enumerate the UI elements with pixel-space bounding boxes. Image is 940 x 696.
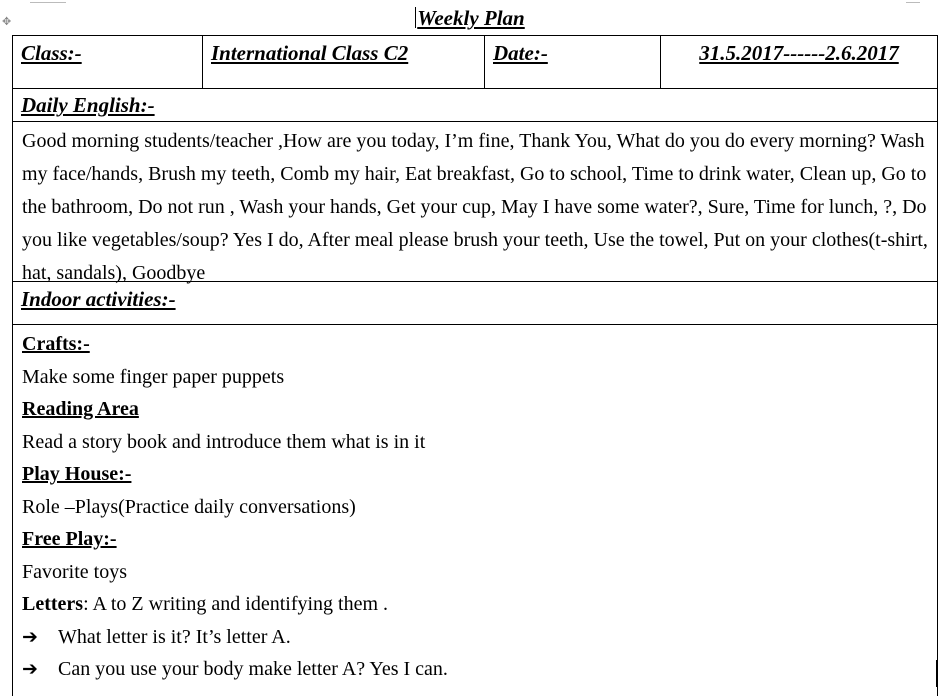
margin-cursor	[936, 660, 937, 687]
class-value: International Class C2	[202, 36, 484, 89]
arrow-right-icon: ➔	[22, 625, 38, 648]
letters-line	[22, 588, 928, 621]
crafts-text: Make some finger paper puppets	[22, 365, 285, 388]
letters-label: Letters	[22, 593, 84, 615]
title-text: Weekly Plan	[417, 6, 525, 30]
date-value: 31.5.2017------2.6.2017	[660, 36, 937, 89]
reading-area-label: Reading Area	[22, 398, 139, 420]
daily-english-heading: Daily English:-	[13, 89, 937, 122]
reading-area-text: Read a story book and introduce them what is in it	[22, 430, 426, 453]
bullet-item	[22, 621, 928, 654]
date-label: Date:-	[484, 36, 660, 89]
letters-text: : A to Z writing and identifying them .	[83, 593, 389, 615]
free-play-text: Favorite toys	[22, 560, 127, 583]
daily-english-text: Good morning students/teacher ,How are you today, I’m fine, Thank You, What do you do every morning? Wash my face/hands, Brush my teeth, Comb my hair, Eat breakfast, Go to school, Time to drink water, Clean up, Go to the bathroom, Do not run , Wash your hands, Get your cup, May I have some water?, Sure, Time for lunch, ?, Do you like vegetables/soup? Yes I do, After meal please brush your teeth, Use the towel, Put on your clothes(t-shirt, hat, sandals), Goodbye	[13, 122, 937, 282]
play-house-text: Role –Plays(Practice daily conversations)	[22, 495, 356, 518]
indoor-activities-heading: Indoor activities:-	[13, 282, 937, 325]
bullet-text: Can you use your body make letter A? Yes I can.	[58, 658, 448, 680]
indoor-activities-body	[13, 325, 937, 696]
header-row	[13, 36, 937, 89]
document-title[interactable]	[0, 5, 940, 31]
arrow-right-icon: ➔	[22, 658, 38, 680]
class-label: Class:-	[21, 41, 82, 65]
play-house-label: Play House:-	[22, 463, 132, 485]
weekly-plan-table	[12, 35, 938, 696]
crafts-label: Crafts:-	[22, 333, 90, 355]
free-play-label: Free Play:-	[22, 528, 117, 550]
bullet-text: What letter is it? It’s letter A.	[58, 625, 291, 648]
page-edge-mark	[30, 0, 66, 3]
table-move-handle-icon[interactable]: ✥	[2, 15, 12, 28]
bullet-item	[22, 653, 928, 686]
page-edge-mark-right	[906, 0, 920, 3]
